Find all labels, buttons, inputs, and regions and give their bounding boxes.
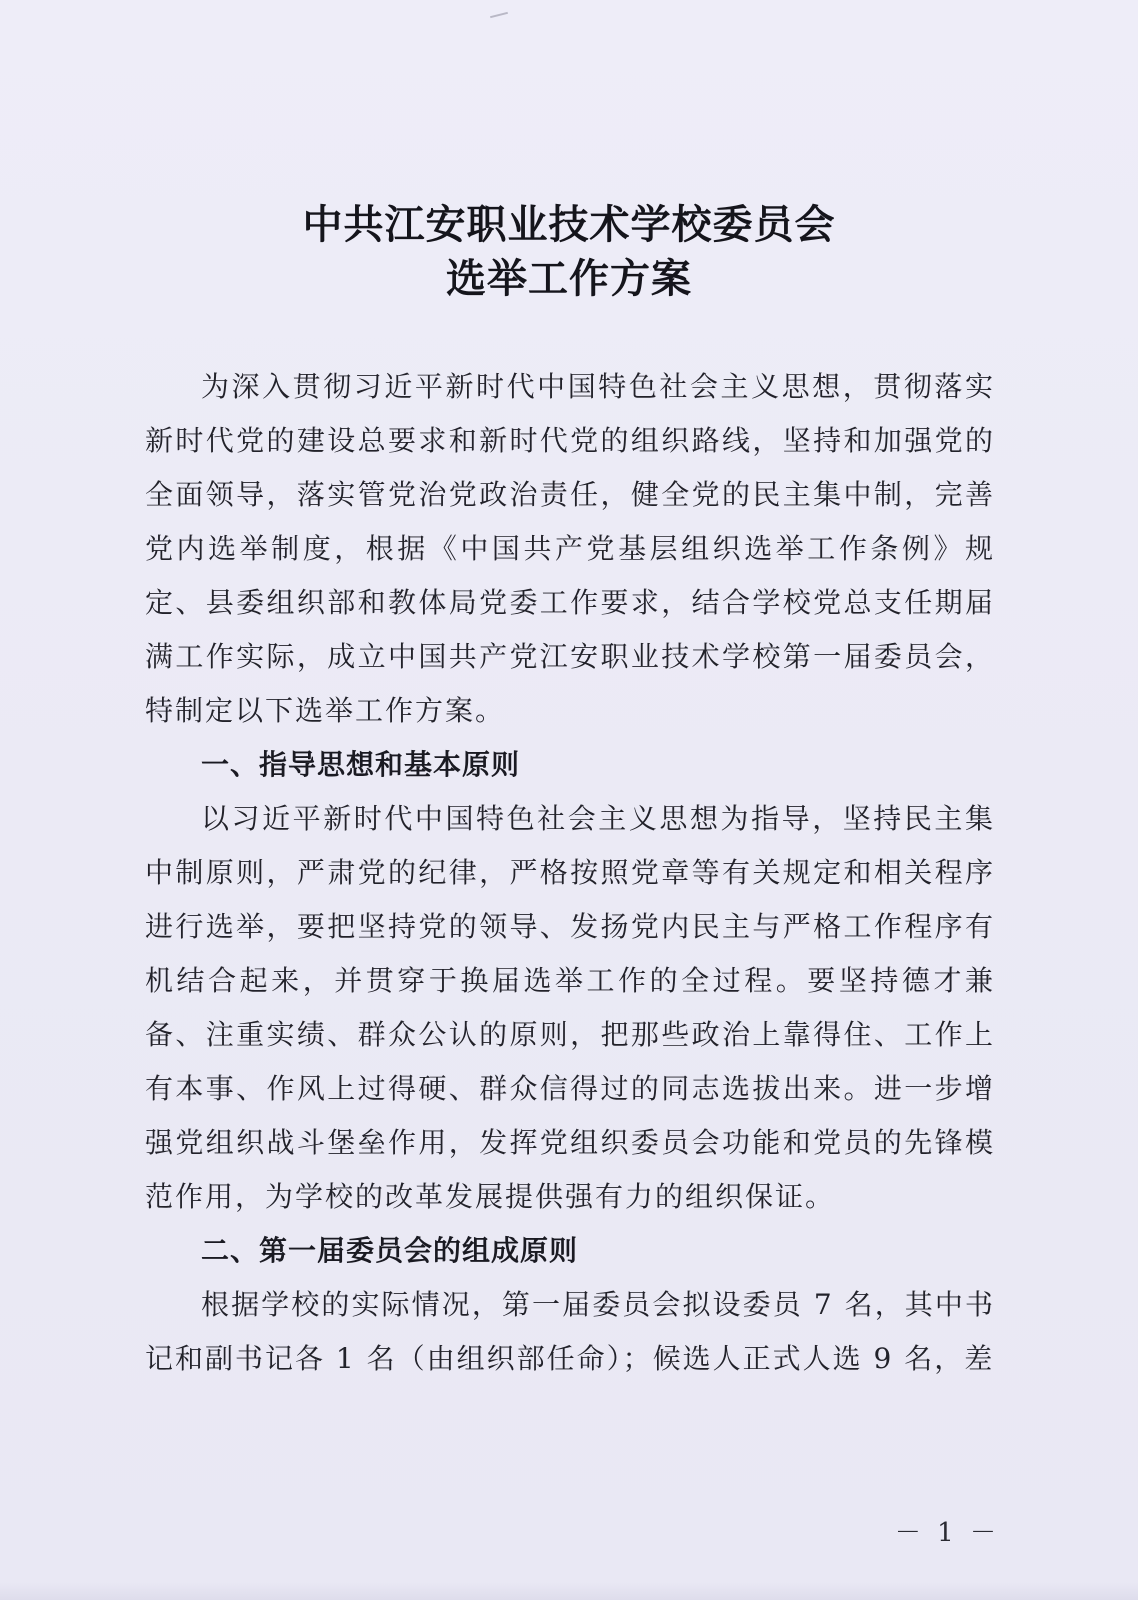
section-heading-2: 二、第一届委员会的组成原则	[201, 1234, 579, 1267]
section-paragraph-2: 根据学校的实际情况，第一届委员会拟设委员 7 名，其中书记和副书记各 1 名（由组织部任命）；候选人正式人选 9 名，差	[145, 1288, 995, 1375]
title-line-2: 选举工作方案	[446, 255, 692, 302]
title-line-1: 中共江安职业技术学校委员会	[302, 201, 836, 248]
section-heading-1: 一、指导思想和基本原则	[201, 748, 521, 781]
document-title	[0, 198, 1138, 306]
document-body	[145, 360, 995, 1386]
page-number: － 1 －	[894, 1518, 1000, 1548]
section-paragraph-1: 以习近平新时代中国特色社会主义思想为指导，坚持民主集中制原则，严肃党的纪律，严格按照党章等有关规定和相关程序进行选举，要把坚持党的领导、发扬党内民主与严格工作程序有机结合起来，并贯穿于换届选举工作的全过程。要坚持德才兼备、注重实绩、群众公认的原则，把那些政治上靠得住、工作上有本事、作风上过得硬、群众信得过的同志选拔出来。进一步增强党组织战斗堡垒作用，发挥党组织委员会功能和党员的先锋模范作用，为学校的改革发展提供强有力的组织保证。	[145, 802, 995, 1213]
page-edge-shadow	[0, 1582, 1138, 1600]
scan-artifact	[490, 12, 508, 18]
intro-paragraph: 为深入贯彻习近平新时代中国特色社会主义思想，贯彻落实新时代党的建设总要求和新时代党的组织路线，坚持和加强党的全面领导，落实管党治党政治责任，健全党的民主集中制，完善党内选举制度，根据《中国共产党基层组织选举工作条例》规定、县委组织部和教体局党委工作要求，结合学校党总支任期届满工作实际，成立中国共产党江安职业技术学校第一届委员会，特制定以下选举工作方案。	[145, 370, 995, 727]
